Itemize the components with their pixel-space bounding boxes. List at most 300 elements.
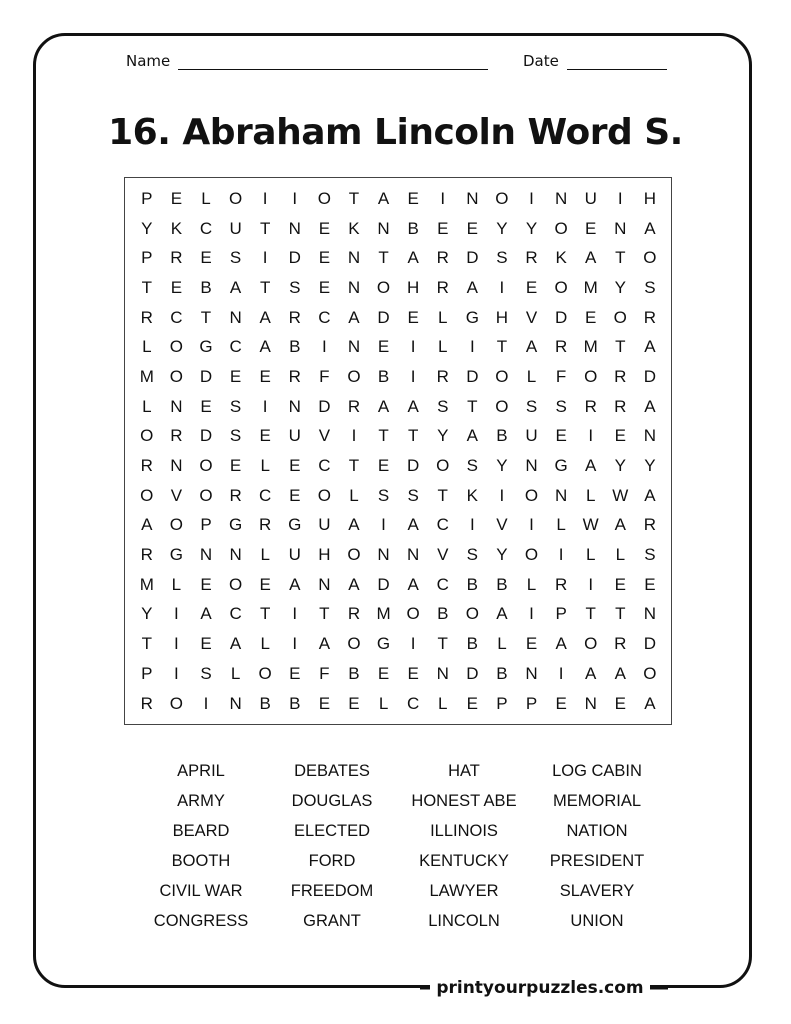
grid-letter: O: [317, 188, 331, 208]
grid-letter: I: [529, 604, 534, 624]
grid-letter: O: [169, 693, 183, 713]
word-list-item: KENTUCKY: [419, 852, 509, 870]
grid-letter: L: [171, 574, 182, 594]
grid-letter: P: [555, 604, 567, 624]
grid-letter: S: [229, 248, 242, 268]
grid-letter: A: [555, 634, 567, 654]
grid-letter: N: [347, 248, 361, 268]
grid-letter: E: [318, 693, 331, 713]
grid-letter: C: [259, 485, 272, 505]
grid-letter: N: [229, 693, 242, 713]
grid-letter: I: [499, 277, 505, 297]
date-line[interactable]: [567, 55, 667, 70]
grid-letter: M: [583, 277, 598, 297]
grid-letter: N: [466, 188, 479, 208]
grid-letter: I: [469, 515, 475, 535]
grid-letter: L: [615, 545, 626, 565]
grid-letter: O: [495, 396, 509, 416]
grid-letter: N: [170, 396, 183, 416]
grid-letter: O: [376, 277, 391, 297]
grid-letter: R: [140, 307, 153, 327]
grid-letter: S: [377, 485, 390, 505]
grid-letter: A: [229, 277, 242, 297]
grid-letter: I: [292, 634, 298, 654]
grid-letter: G: [376, 634, 391, 654]
word-list-item: CONGRESS: [153, 912, 249, 930]
grid-letter: H: [495, 307, 509, 327]
grid-letter: B: [200, 277, 212, 297]
grid-letter: N: [170, 456, 183, 476]
grid-letter: B: [466, 634, 478, 654]
grid-letter: A: [407, 574, 419, 594]
grid-letter: L: [349, 485, 359, 505]
grid-letter: D: [288, 248, 301, 268]
grid-letter: D: [466, 248, 479, 268]
grid-letter: D: [377, 307, 390, 327]
grid-letter: U: [584, 188, 597, 208]
grid-letter: I: [262, 188, 268, 208]
grid-letter: G: [288, 515, 302, 535]
grid-letter: N: [643, 426, 657, 446]
word-list-item: DEBATES: [294, 762, 370, 780]
word-list: [136, 758, 664, 938]
grid-letter: N: [614, 218, 627, 238]
grid-letter: Y: [141, 218, 153, 238]
grid-letter: I: [529, 515, 534, 535]
grid-letter: N: [229, 545, 242, 565]
grid-letter: A: [229, 634, 242, 654]
grid-letter: E: [259, 366, 271, 386]
grid-letter: L: [260, 545, 270, 565]
grid-letter: I: [203, 693, 209, 713]
grid-letter: R: [643, 515, 657, 535]
grid-letter: A: [585, 456, 597, 476]
grid-letter: Y: [496, 456, 508, 476]
word-list-item: BEARD: [172, 822, 230, 840]
grid-letter: T: [615, 604, 626, 624]
grid-letter: E: [614, 693, 626, 713]
grid-letter: S: [555, 396, 567, 416]
grid-letter: E: [644, 574, 656, 594]
grid-letter: L: [438, 337, 448, 357]
grid-letter: O: [524, 485, 539, 505]
grid-letter: E: [555, 693, 567, 713]
grid-letter: B: [407, 218, 419, 238]
grid-letter: A: [614, 663, 626, 683]
grid-letter: O: [140, 485, 154, 505]
footer-rule: [0, 974, 791, 1004]
grid-letter: E: [377, 456, 390, 476]
grid-letter: I: [529, 188, 534, 208]
grid-letter: V: [170, 485, 183, 505]
page-title: 16. Abraham Lincoln Word S.: [108, 112, 683, 153]
grid-letter: I: [381, 515, 386, 535]
grid-letter: E: [289, 485, 301, 505]
grid-letter: T: [319, 604, 330, 624]
grid-letter: U: [288, 426, 301, 446]
grid-letter: S: [466, 545, 478, 565]
grid-letter: O: [317, 485, 331, 505]
grid-letter: U: [318, 515, 331, 535]
grid-letter: S: [200, 663, 212, 683]
grid-letter: T: [585, 604, 596, 624]
grid-letter: E: [259, 426, 271, 446]
grid-letter: L: [585, 545, 596, 565]
grid-letter: Y: [614, 277, 626, 297]
grid-letter: Y: [614, 456, 626, 476]
footer-site-link[interactable]: printyourpuzzles.com: [430, 974, 650, 1002]
date-label: Date: [523, 52, 559, 70]
grid-letter: A: [259, 337, 271, 357]
grid-letter: T: [259, 604, 271, 624]
grid-letter: C: [318, 456, 331, 476]
word-list-item: UNION: [570, 912, 624, 930]
grid-letter: T: [496, 337, 508, 357]
grid-letter: U: [229, 218, 242, 238]
grid-letter: E: [200, 396, 212, 416]
grid-letter: W: [582, 515, 599, 535]
grid-letter: O: [169, 515, 183, 535]
grid-letter: G: [199, 337, 213, 357]
grid-letter: H: [643, 188, 657, 208]
grid-letter: E: [348, 693, 360, 713]
grid-letter: L: [526, 574, 537, 594]
grid-letter: C: [407, 693, 420, 713]
grid-letter: Y: [644, 456, 656, 476]
grid-letter: A: [377, 396, 390, 416]
grid-letter: R: [288, 366, 301, 386]
grid-letter: E: [525, 277, 538, 297]
grid-letter: P: [525, 693, 538, 713]
grid-letter: I: [262, 396, 268, 416]
grid-letter: O: [258, 663, 272, 683]
grid-letter: E: [407, 188, 419, 208]
grid-letter: T: [259, 218, 271, 238]
grid-letter: R: [288, 307, 301, 327]
grid-letter: V: [525, 307, 538, 327]
grid-letter: T: [141, 634, 152, 654]
grid-letter: I: [292, 604, 298, 624]
grid-letter: E: [170, 277, 183, 297]
grid-letter: Y: [525, 218, 538, 238]
word-list-item: LOG CABIN: [552, 762, 642, 780]
grid-letter: I: [292, 188, 298, 208]
grid-letter: M: [376, 604, 391, 624]
grid-letter: A: [614, 515, 626, 535]
grid-letter: O: [554, 277, 568, 297]
grid-letter: O: [495, 366, 509, 386]
grid-letter: R: [436, 366, 449, 386]
grid-letter: T: [348, 456, 360, 476]
grid-letter: S: [644, 545, 656, 565]
grid-letter: P: [141, 663, 153, 683]
grid-letter: O: [199, 485, 213, 505]
grid-letter: L: [585, 485, 596, 505]
grid-letter: E: [200, 248, 212, 268]
grid-letter: I: [262, 248, 268, 268]
grid-letter: L: [438, 307, 448, 327]
grid-letter: S: [229, 426, 242, 446]
grid-letter: O: [347, 634, 361, 654]
grid-letter: E: [585, 218, 597, 238]
grid-letter: O: [643, 663, 657, 683]
grid-letter: I: [588, 426, 594, 446]
word-list-item: ELECTED: [293, 822, 371, 840]
grid-letter: F: [555, 366, 567, 386]
grid-letter: R: [347, 604, 361, 624]
grid-letter: V: [437, 545, 449, 565]
grid-letter: T: [615, 248, 626, 268]
grid-letter: K: [348, 218, 360, 238]
grid-letter: S: [437, 396, 449, 416]
grid-letter: O: [228, 574, 243, 594]
grid-letter: A: [644, 693, 656, 713]
grid-letter: R: [170, 426, 183, 446]
grid-letter: V: [318, 426, 331, 446]
grid-letter: G: [169, 545, 183, 565]
grid-letter: I: [617, 188, 623, 208]
grid-letter: B: [496, 426, 508, 446]
grid-letter: O: [613, 307, 627, 327]
grid-letter: L: [526, 366, 537, 386]
grid-letter: O: [643, 248, 657, 268]
grid-letter: K: [466, 485, 478, 505]
grid-letter: B: [348, 663, 360, 683]
grid-letter: A: [318, 634, 331, 654]
word-list-item: LINCOLN: [428, 912, 500, 930]
grid-letter: N: [229, 307, 242, 327]
grid-letter: O: [406, 604, 420, 624]
grid-letter: A: [585, 248, 597, 268]
grid-letter: N: [584, 693, 597, 713]
grid-letter: I: [588, 574, 594, 594]
grid-letter: B: [289, 693, 301, 713]
grid-letter: E: [614, 574, 626, 594]
grid-letter: D: [466, 663, 479, 683]
grid-letter: A: [644, 218, 656, 238]
grid-letter: L: [142, 337, 152, 357]
word-search-grid: [124, 177, 672, 725]
grid-letter: R: [259, 515, 272, 535]
grid-letter: P: [141, 248, 153, 268]
word-list-item: DOUGLAS: [291, 792, 373, 810]
date-field[interactable]: [523, 52, 667, 70]
word-list-item: GRANT: [303, 912, 361, 930]
grid-letter: C: [199, 218, 213, 238]
grid-letter: A: [496, 604, 508, 624]
grid-letter: O: [584, 634, 598, 654]
grid-letter: F: [319, 663, 330, 683]
grid-letter: E: [289, 663, 301, 683]
grid-letter: I: [174, 634, 179, 654]
grid-letter: R: [614, 634, 627, 654]
grid-letter: S: [289, 277, 301, 297]
grid-letter: O: [140, 426, 154, 446]
grid-letter: T: [437, 485, 448, 505]
grid-letter: N: [347, 337, 361, 357]
grid-letter: G: [228, 515, 243, 535]
grid-letter: A: [466, 277, 478, 297]
grid-letter: A: [377, 188, 390, 208]
footer: [0, 974, 791, 1004]
grid-letter: D: [318, 396, 331, 416]
grid-letter: K: [555, 248, 567, 268]
grid-letter: E: [466, 693, 478, 713]
grid-letter: N: [199, 545, 213, 565]
grid-letter: N: [288, 396, 301, 416]
grid-letter: G: [465, 307, 479, 327]
name-label: Name: [126, 52, 171, 70]
grid-letter: O: [228, 188, 243, 208]
grid-letter: F: [319, 366, 330, 386]
grid-letter: A: [141, 515, 153, 535]
grid-letter: C: [318, 307, 331, 327]
grid-letter: I: [499, 485, 505, 505]
grid-letter: D: [554, 307, 568, 327]
grid-letter: A: [259, 307, 271, 327]
grid-letter: N: [318, 574, 331, 594]
grid-letter: B: [466, 574, 478, 594]
grid-letter: N: [554, 188, 568, 208]
grid-letter: N: [525, 663, 538, 683]
grid-letter: C: [229, 604, 242, 624]
grid-letter: R: [525, 248, 538, 268]
grid-letter: H: [407, 277, 420, 297]
grid-letter: A: [525, 337, 538, 357]
grid-letter: C: [436, 574, 449, 594]
grid-letter: L: [378, 693, 389, 713]
grid-letter: E: [259, 574, 271, 594]
grid-letter: A: [466, 426, 478, 446]
word-list-item: HONEST ABE: [411, 792, 517, 810]
grid-letter: L: [201, 188, 211, 208]
grid-letter: S: [644, 277, 656, 297]
grid-letter: T: [437, 634, 448, 654]
word-list-item: FORD: [308, 852, 356, 870]
grid-letter: A: [348, 515, 360, 535]
grid-letter: N: [288, 218, 301, 238]
word-list-item: APRIL: [177, 762, 225, 780]
grid-letter: W: [612, 485, 629, 505]
grid-letter: N: [377, 218, 390, 238]
word-list-item: NATION: [566, 822, 628, 840]
grid-letter: E: [318, 218, 331, 238]
grid-letter: R: [140, 693, 153, 713]
grid-letter: Y: [437, 426, 449, 446]
grid-letter: I: [410, 634, 416, 654]
grid-letter: E: [318, 277, 331, 297]
grid-letter: I: [351, 426, 357, 446]
grid-letter: R: [347, 396, 361, 416]
grid-letter: B: [437, 604, 449, 624]
grid-letter: R: [614, 396, 627, 416]
grid-letter: D: [466, 366, 479, 386]
grid-letter: L: [438, 693, 448, 713]
grid-letter: R: [554, 574, 568, 594]
grid-letter: D: [643, 366, 657, 386]
grid-letter: I: [558, 545, 564, 565]
grid-letter: I: [174, 604, 179, 624]
grid-letter: R: [140, 456, 153, 476]
grid-letter: S: [466, 456, 478, 476]
grid-letter: U: [525, 426, 538, 446]
grid-letter: A: [200, 604, 212, 624]
grid-letter: G: [554, 456, 568, 476]
grid-letter: A: [348, 307, 360, 327]
grid-letter: D: [643, 634, 657, 654]
grid-letter: T: [259, 277, 271, 297]
grid-letter: R: [554, 337, 568, 357]
grid-letter: E: [585, 307, 597, 327]
grid-letter: R: [170, 248, 183, 268]
word-list-item: SLAVERY: [559, 882, 635, 900]
grid-letter: A: [644, 337, 656, 357]
grid-letter: E: [229, 366, 242, 386]
grid-letter: S: [407, 485, 419, 505]
grid-letter: O: [436, 456, 450, 476]
word-list-item: ARMY: [177, 792, 225, 810]
grid-letter: L: [230, 663, 241, 683]
name-line[interactable]: [178, 55, 488, 70]
grid-letter: E: [525, 634, 538, 654]
grid-letter: O: [199, 456, 213, 476]
grid-letter: I: [410, 366, 416, 386]
grid-letter: T: [348, 188, 360, 208]
grid-letter: N: [436, 663, 449, 683]
grid-letter: T: [200, 307, 212, 327]
grid-letter: N: [347, 277, 361, 297]
grid-letter: N: [554, 485, 568, 505]
grid-letter: R: [436, 277, 449, 297]
grid-letter: L: [260, 634, 270, 654]
grid-letter: B: [377, 366, 390, 386]
grid-letter: A: [644, 396, 656, 416]
grid-letter: B: [496, 574, 508, 594]
grid-letter: I: [174, 663, 179, 683]
grid-letter: I: [321, 337, 327, 357]
grid-letter: C: [436, 515, 449, 535]
grid-letter: Y: [496, 545, 508, 565]
grid-letter: C: [170, 307, 183, 327]
grid-letter: I: [558, 663, 564, 683]
grid-letter: A: [585, 663, 597, 683]
grid-letter: D: [199, 426, 213, 446]
grid-letter: M: [139, 574, 154, 594]
grid-letter: T: [615, 337, 626, 357]
grid-letter: L: [556, 515, 566, 535]
letter-grid: [132, 184, 664, 718]
name-field[interactable]: [126, 52, 488, 70]
grid-letter: I: [440, 188, 446, 208]
word-list-item: ILLINOIS: [430, 822, 498, 840]
grid-letter: R: [140, 545, 153, 565]
grid-letter: Y: [141, 604, 153, 624]
word-list-item: HAT: [448, 762, 480, 780]
grid-letter: O: [584, 366, 598, 386]
grid-letter: E: [170, 188, 183, 208]
grid-letter: E: [437, 218, 449, 238]
grid-letter: B: [496, 663, 508, 683]
grid-letter: O: [347, 545, 361, 565]
grid-letter: M: [583, 337, 598, 357]
grid-letter: E: [407, 663, 419, 683]
grid-letter: Y: [496, 218, 508, 238]
grid-letter: R: [614, 366, 627, 386]
grid-letter: N: [377, 545, 390, 565]
grid-letter: E: [318, 248, 331, 268]
word-list-item: FREEDOM: [290, 882, 374, 900]
word-list-item: LAWYER: [429, 882, 499, 900]
